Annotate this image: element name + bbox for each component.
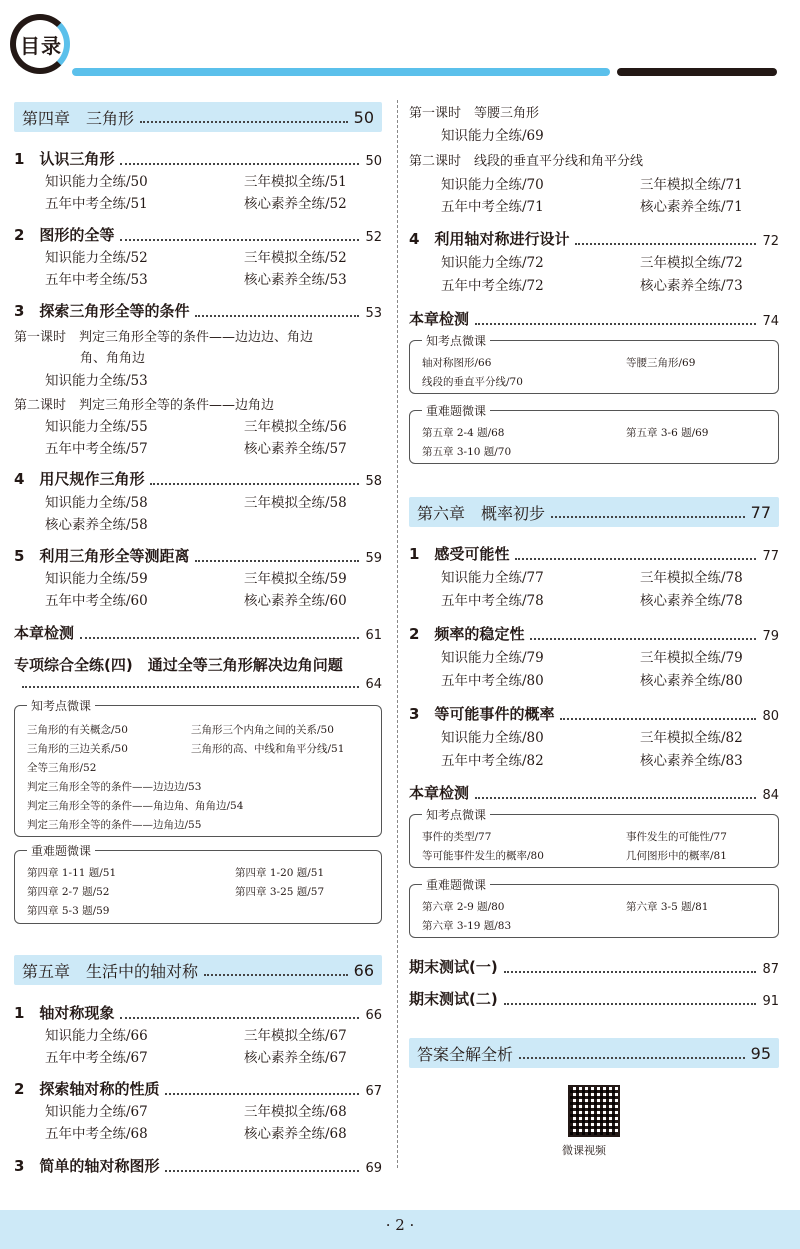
section-title: 3 探索三角形全等的条件 xyxy=(14,302,190,320)
section-title: 3 等可能事件的概率 xyxy=(409,705,555,723)
list-item[interactable]: 第六章 2-9 题/80 xyxy=(422,901,505,913)
section-1[interactable] xyxy=(14,148,382,169)
section-title: 2 频率的稳定性 xyxy=(409,625,525,643)
list-item[interactable]: 三年模拟全练/71 xyxy=(640,177,743,193)
section-page: 80 xyxy=(762,709,779,724)
microlesson-box-difficult xyxy=(14,844,382,924)
list-item[interactable]: 五年中考全练/51 xyxy=(45,196,148,212)
list-item[interactable]: 知识能力全练/50 xyxy=(45,174,148,190)
chapter-page: 77 xyxy=(750,502,771,522)
section-page: 77 xyxy=(762,549,779,564)
column-divider xyxy=(397,100,398,1168)
list-item[interactable]: 知识能力全练/53 xyxy=(45,373,148,389)
section-page: 72 xyxy=(762,234,779,249)
list-item[interactable]: 第五章 3-10 题/70 xyxy=(422,446,512,458)
list-item[interactable]: 核心素养全练/71 xyxy=(640,199,743,215)
list-item[interactable]: 五年中考全练/67 xyxy=(45,1050,148,1066)
section-3[interactable] xyxy=(409,703,779,724)
list-item[interactable]: 核心素养全练/57 xyxy=(244,441,347,457)
lesson-title[interactable]: 第一课时 判定三角形全等的条件——边边边、角边 xyxy=(14,330,314,345)
microlesson-box-knowledge xyxy=(409,808,779,868)
list-item[interactable]: 知识能力全练/55 xyxy=(45,419,148,435)
chapter-test[interactable] xyxy=(409,782,779,803)
list-item[interactable]: 知识能力全练/77 xyxy=(441,570,544,586)
microlesson-box-difficult xyxy=(409,404,779,464)
section-1[interactable] xyxy=(14,1002,382,1023)
chapter-6-heading[interactable] xyxy=(409,497,779,527)
list-item[interactable]: 轴对称图形/66 xyxy=(422,357,492,369)
list-item[interactable]: 五年中考全练/53 xyxy=(45,272,148,288)
list-item[interactable]: 核心素养全练/73 xyxy=(640,278,743,294)
box-title: 知考点微课 xyxy=(27,697,95,714)
list-item[interactable]: 第五章 2-4 题/68 xyxy=(422,427,505,439)
list-item[interactable]: 事件的类型/77 xyxy=(422,831,492,843)
box-title: 知考点微课 xyxy=(422,806,490,823)
section-title: 3 简单的轴对称图形 xyxy=(14,1157,160,1175)
section-page: 79 xyxy=(762,629,779,644)
answers-heading[interactable] xyxy=(409,1038,779,1068)
list-item[interactable]: 核心素养全练/68 xyxy=(244,1126,347,1142)
chapter-test[interactable] xyxy=(14,622,382,643)
list-item[interactable]: 判定三角形全等的条件——角边角、角角边/54 xyxy=(27,800,244,812)
list-item[interactable]: 三年模拟全练/52 xyxy=(244,250,347,266)
list-item[interactable]: 第六章 3-5 题/81 xyxy=(626,901,709,913)
box-title: 重难题微课 xyxy=(422,402,490,419)
box-title: 重难题微课 xyxy=(27,842,95,859)
section-title: 1 认识三角形 xyxy=(14,150,115,168)
list-item[interactable]: 核心素养全练/58 xyxy=(45,517,148,533)
list-item[interactable]: 第四章 3-25 题/57 xyxy=(235,886,325,898)
chapter-title: 第六章 概率初步 xyxy=(417,503,546,523)
microlesson-box-knowledge xyxy=(409,334,779,394)
list-item[interactable]: 等可能事件发生的概率/80 xyxy=(422,850,544,862)
section-title: 本章检测 xyxy=(14,624,75,642)
list-item[interactable]: 知识能力全练/70 xyxy=(441,177,544,193)
box-title: 知考点微课 xyxy=(422,332,490,349)
qr-code-icon[interactable] xyxy=(568,1085,620,1137)
list-item[interactable]: 第四章 5-3 题/59 xyxy=(27,905,110,917)
list-item[interactable]: 知识能力全练/79 xyxy=(441,650,544,666)
section-title: 期末测试(二) xyxy=(409,990,498,1008)
section-page: 52 xyxy=(365,230,382,245)
section-page: 66 xyxy=(365,1008,382,1023)
list-item[interactable]: 第四章 1-20 题/51 xyxy=(235,867,325,879)
section-title: 本章检测 xyxy=(409,310,470,328)
section-page: 50 xyxy=(365,154,382,169)
chapter-page: 66 xyxy=(353,960,374,980)
qr-label: 微课视频 xyxy=(562,1144,606,1157)
chapter-test[interactable] xyxy=(409,308,779,329)
section-page: 87 xyxy=(762,962,779,977)
list-item[interactable]: 三年模拟全练/68 xyxy=(244,1104,347,1120)
list-item[interactable]: 第四章 2-7 题/52 xyxy=(27,886,110,898)
header-bar-dark xyxy=(617,68,777,76)
special-practice[interactable] xyxy=(14,654,382,675)
list-item[interactable]: 五年中考全练/82 xyxy=(441,753,544,769)
list-item[interactable]: 核心素养全练/52 xyxy=(244,196,347,212)
list-item[interactable]: 核心素养全练/67 xyxy=(244,1050,347,1066)
list-item[interactable]: 三年模拟全练/78 xyxy=(640,570,743,586)
list-item[interactable]: 五年中考全练/80 xyxy=(441,673,544,689)
section-title: 4 利用轴对称进行设计 xyxy=(409,230,570,248)
lesson-title[interactable]: 第一课时 等腰三角形 xyxy=(409,106,540,121)
section-title: 期末测试(一) xyxy=(409,958,498,976)
section-title: 1 轴对称现象 xyxy=(14,1004,115,1022)
section-4[interactable] xyxy=(14,468,382,489)
section-title: 专项综合全练(四) 通过全等三角形解决边角问题 xyxy=(14,656,343,674)
final-test-1[interactable] xyxy=(409,956,779,977)
lesson-title[interactable]: 第二课时 线段的垂直平分线和角平分线 xyxy=(409,154,644,169)
section-page: 84 xyxy=(762,788,779,803)
section-page: 91 xyxy=(762,994,779,1009)
lesson-title[interactable]: 第二课时 判定三角形全等的条件——边角边 xyxy=(14,398,275,413)
list-item[interactable]: 知识能力全练/59 xyxy=(45,571,148,587)
microlesson-box-knowledge xyxy=(14,699,382,837)
section-title: 2 探索轴对称的性质 xyxy=(14,1080,160,1098)
section-page: 59 xyxy=(365,551,382,566)
box-title: 重难题微课 xyxy=(422,876,490,893)
list-item[interactable]: 五年中考全练/68 xyxy=(45,1126,148,1142)
section-title: 4 用尺规作三角形 xyxy=(14,470,145,488)
list-item[interactable]: 三年模拟全练/67 xyxy=(244,1028,347,1044)
section-page: 74 xyxy=(762,314,779,329)
list-item[interactable]: 核心素养全练/80 xyxy=(640,673,743,689)
chapter-title: 第五章 生活中的轴对称 xyxy=(22,961,199,981)
section-3[interactable] xyxy=(14,1155,382,1176)
list-item[interactable]: 知识能力全练/58 xyxy=(45,495,148,511)
list-item[interactable]: 全等三角形/52 xyxy=(27,762,97,774)
header-bar-blue xyxy=(72,68,610,76)
list-item[interactable]: 第六章 3-19 题/83 xyxy=(422,920,512,932)
list-item[interactable]: 五年中考全练/57 xyxy=(45,441,148,457)
section-page: 53 xyxy=(365,306,382,321)
section-page: 67 xyxy=(365,1084,382,1099)
list-item[interactable]: 知识能力全练/67 xyxy=(45,1104,148,1120)
chapter-5-heading[interactable] xyxy=(14,955,382,985)
list-item[interactable]: 三年模拟全练/56 xyxy=(244,419,347,435)
page-title: 目录 xyxy=(20,34,62,58)
list-item[interactable]: 知识能力全练/80 xyxy=(441,730,544,746)
section-title: 2 图形的全等 xyxy=(14,226,115,244)
list-item[interactable]: 知识能力全练/69 xyxy=(441,128,544,144)
list-item[interactable]: 核心素养全练/53 xyxy=(244,272,347,288)
list-item[interactable]: 核心素养全练/83 xyxy=(640,753,743,769)
list-item[interactable]: 第四章 1-11 题/51 xyxy=(27,867,117,879)
list-item[interactable]: 三年模拟全练/51 xyxy=(244,174,347,190)
microlesson-box-difficult xyxy=(409,878,779,938)
section-page: 64 xyxy=(365,677,382,692)
section-2[interactable] xyxy=(409,623,779,644)
list-item[interactable]: 判定三角形全等的条件——边角边/55 xyxy=(27,819,202,831)
list-item[interactable]: 三年模拟全练/59 xyxy=(244,571,347,587)
section-4[interactable] xyxy=(409,228,779,249)
section-2[interactable] xyxy=(14,224,382,245)
list-item[interactable]: 判定三角形全等的条件——边边边/53 xyxy=(27,781,202,793)
list-item[interactable]: 五年中考全练/78 xyxy=(441,593,544,609)
list-item[interactable]: 三年模拟全练/58 xyxy=(244,495,347,511)
list-item[interactable]: 五年中考全练/60 xyxy=(45,593,148,609)
section-2[interactable] xyxy=(14,1078,382,1099)
list-item[interactable]: 三角形的三边关系/50 xyxy=(27,743,128,755)
list-item[interactable]: 核心素养全练/78 xyxy=(640,593,743,609)
list-item[interactable]: 三年模拟全练/79 xyxy=(640,650,743,666)
list-item[interactable]: 三角形的高、中线和角平分线/51 xyxy=(191,743,345,755)
section-page: 69 xyxy=(365,1161,382,1176)
section-3[interactable] xyxy=(14,300,382,321)
chapter-page: 95 xyxy=(750,1043,771,1063)
list-item[interactable]: 核心素养全练/60 xyxy=(244,593,347,609)
section-page: 61 xyxy=(365,628,382,643)
list-item[interactable]: 五年中考全练/71 xyxy=(441,199,544,215)
chapter-title: 答案全解全析 xyxy=(417,1044,514,1064)
list-item[interactable]: 第五章 3-6 题/69 xyxy=(626,427,709,439)
lesson-title-cont: 角、角角边 xyxy=(80,351,146,366)
page-number: · 2 · xyxy=(385,1216,415,1234)
list-item[interactable]: 五年中考全练/72 xyxy=(441,278,544,294)
list-item[interactable]: 知识能力全练/52 xyxy=(45,250,148,266)
chapter-page: 50 xyxy=(353,107,374,127)
chapter-title: 第四章 三角形 xyxy=(22,108,135,128)
list-item[interactable]: 三角形三个内角之间的关系/50 xyxy=(191,724,334,736)
special-practice-page xyxy=(14,677,382,692)
list-item[interactable]: 线段的垂直平分线/70 xyxy=(422,376,523,388)
list-item[interactable]: 知识能力全练/72 xyxy=(441,255,544,271)
chapter-4-heading[interactable] xyxy=(14,102,382,132)
section-title: 本章检测 xyxy=(409,784,470,802)
section-title: 5 利用三角形全等测距离 xyxy=(14,547,190,565)
section-1[interactable] xyxy=(409,543,779,564)
list-item[interactable]: 等腰三角形/69 xyxy=(626,357,696,369)
list-item[interactable]: 三年模拟全练/82 xyxy=(640,730,743,746)
final-test-2[interactable] xyxy=(409,988,779,1009)
section-page: 58 xyxy=(365,474,382,489)
list-item[interactable]: 事件发生的可能性/77 xyxy=(626,831,727,843)
list-item[interactable]: 三角形的有关概念/50 xyxy=(27,724,128,736)
list-item[interactable]: 几何图形中的概率/81 xyxy=(626,850,727,862)
list-item[interactable]: 知识能力全练/66 xyxy=(45,1028,148,1044)
list-item[interactable]: 三年模拟全练/72 xyxy=(640,255,743,271)
section-5[interactable] xyxy=(14,545,382,566)
section-title: 1 感受可能性 xyxy=(409,545,510,563)
